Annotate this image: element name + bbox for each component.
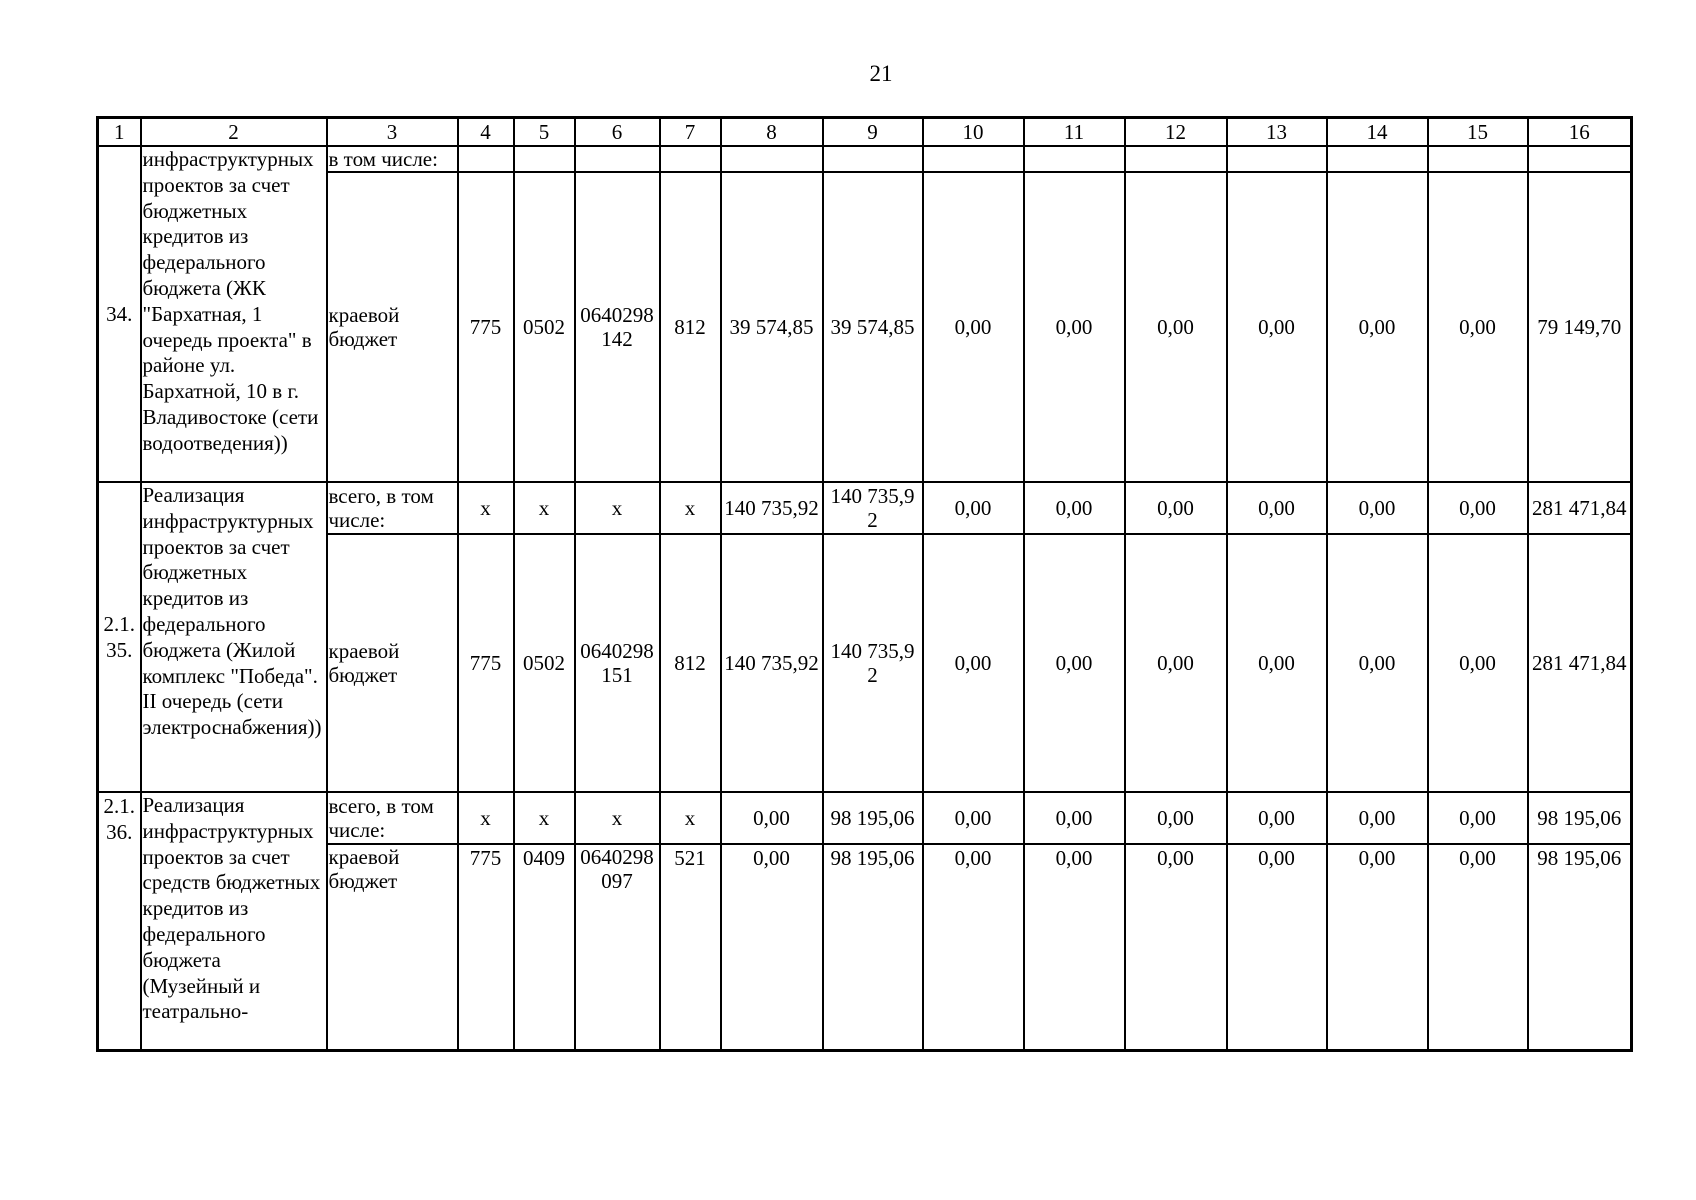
table-row (98, 792, 1632, 844)
table-cell: 79 149,70 (1528, 172, 1632, 482)
table-cell (823, 146, 923, 172)
table-row (98, 482, 1632, 534)
column-header: 8 (721, 118, 823, 147)
table-cell: 0,00 (1227, 172, 1327, 482)
column-header: 3 (327, 118, 458, 147)
column-header: 10 (923, 118, 1024, 147)
table-cell (1024, 146, 1125, 172)
table-cell: 140 735,92 (823, 482, 923, 534)
table-cell: 0,00 (1428, 534, 1528, 792)
table-row (98, 146, 1632, 172)
table-cell: 0,00 (1024, 172, 1125, 482)
table-cell: 0,00 (923, 792, 1024, 844)
table-cell (1125, 146, 1227, 172)
column-header: 14 (1327, 118, 1428, 147)
table-cell: x (458, 792, 514, 844)
column-header: 1 (98, 118, 141, 147)
table-cell: 812 (660, 172, 721, 482)
table-cell: 0,00 (1227, 482, 1327, 534)
table-cell: 0,00 (1327, 844, 1428, 1050)
table-cell: x (575, 792, 660, 844)
column-header: 15 (1428, 118, 1528, 147)
table-cell: 0,00 (1024, 792, 1125, 844)
table-cell: 0,00 (923, 172, 1024, 482)
table-cell: 0,00 (721, 844, 823, 1050)
table-row (98, 172, 1632, 482)
table-cell: 281 471,84 (1528, 534, 1632, 792)
table-cell (575, 146, 660, 172)
column-header: 6 (575, 118, 660, 147)
table-cell: x (660, 482, 721, 534)
table-cell: 98 195,06 (823, 844, 923, 1050)
table-cell: x (514, 792, 575, 844)
table-cell: 0,00 (1125, 792, 1227, 844)
table-cell: 140 735,92 (721, 482, 823, 534)
table-cell: 0,00 (721, 792, 823, 844)
table-cell: 0,00 (1227, 844, 1327, 1050)
column-header: 16 (1528, 118, 1632, 147)
table-cell: 140 735,92 (721, 534, 823, 792)
table-cell: 0,00 (1125, 534, 1227, 792)
table-cell: 775 (458, 534, 514, 792)
table-cell: 0,00 (1024, 482, 1125, 534)
table-cell: 0,00 (1125, 482, 1227, 534)
table-cell (1227, 146, 1327, 172)
table-cell: 0,00 (1327, 172, 1428, 482)
row-number: 2.1.35. (98, 482, 141, 792)
table-cell (1428, 146, 1528, 172)
column-header-row (98, 118, 1632, 147)
table-cell: 0409 (514, 844, 575, 1050)
column-header: 9 (823, 118, 923, 147)
budget-table (96, 116, 1633, 1052)
table-cell: x (660, 792, 721, 844)
table-cell (923, 146, 1024, 172)
table-row (98, 844, 1632, 1050)
table-cell: 98 195,06 (1528, 792, 1632, 844)
table-cell: 0,00 (1327, 534, 1428, 792)
funding-source: всего, в том числе: (327, 792, 458, 844)
table-cell: 0,00 (1428, 792, 1528, 844)
column-header: 11 (1024, 118, 1125, 147)
table-cell (1327, 146, 1428, 172)
table-cell: x (514, 482, 575, 534)
table-row (98, 534, 1632, 792)
table-cell: 0,00 (923, 534, 1024, 792)
page-number: 21 (869, 61, 893, 86)
table-cell: 521 (660, 844, 721, 1050)
column-header: 2 (141, 118, 327, 147)
column-header: 7 (660, 118, 721, 147)
table-cell (660, 146, 721, 172)
table-cell: 98 195,06 (1528, 844, 1632, 1050)
table-cell: 0,00 (1428, 172, 1528, 482)
column-header: 5 (514, 118, 575, 147)
table-cell: 0,00 (1327, 792, 1428, 844)
table-cell: 39 574,85 (823, 172, 923, 482)
column-header: 13 (1227, 118, 1327, 147)
column-header: 12 (1125, 118, 1227, 147)
funding-source: всего, в том числе: (327, 482, 458, 534)
table-cell: 140 735,92 (823, 534, 923, 792)
table-cell: 0,00 (1227, 792, 1327, 844)
table-cell: x (575, 482, 660, 534)
table-cell: 0,00 (1428, 482, 1528, 534)
table-cell: 0640298151 (575, 534, 660, 792)
table-cell: 0640298142 (575, 172, 660, 482)
table-cell: 0502 (514, 534, 575, 792)
funding-source: краевой бюджет (327, 172, 458, 482)
table-cell: 0640298097 (575, 844, 660, 1050)
table-cell (721, 146, 823, 172)
funding-source: краевой бюджет (327, 844, 458, 1050)
table-cell: 0,00 (1327, 482, 1428, 534)
table-cell (1528, 146, 1632, 172)
column-header: 4 (458, 118, 514, 147)
table-cell: 0,00 (1024, 534, 1125, 792)
table-cell: 0,00 (1227, 534, 1327, 792)
measure-name: инфраструктурных проектов за счет бюджетных кредитов из федерального бюджета (ЖК "Бархатная, 1 очередь проекта" в районе ул. Бархатной, 10 в г. Владивостоке (сети водоотведения)) (141, 146, 327, 482)
table-cell: 775 (458, 172, 514, 482)
table-cell: x (458, 482, 514, 534)
table-cell: 281 471,84 (1528, 482, 1632, 534)
measure-name: Реализация инфраструктурных проектов за счет средств бюджетных кредитов из федерального бюджета (Музейный и театрально- (141, 792, 327, 1050)
table-cell: 0,00 (923, 482, 1024, 534)
funding-source: краевой бюджет (327, 534, 458, 792)
table-cell: 39 574,85 (721, 172, 823, 482)
table-cell: 0502 (514, 172, 575, 482)
table-cell: 0,00 (1024, 844, 1125, 1050)
table-cell: 0,00 (1428, 844, 1528, 1050)
table-cell: 0,00 (923, 844, 1024, 1050)
table-cell: 98 195,06 (823, 792, 923, 844)
table-cell: 0,00 (1125, 844, 1227, 1050)
table-cell: 0,00 (1125, 172, 1227, 482)
row-number: 34. (98, 146, 141, 482)
measure-name: Реализация инфраструктурных проектов за счет бюджетных кредитов из федерального бюджета (Жилой комплекс "Победа". II очередь (сети электроснабжения)) (141, 482, 327, 792)
table-cell: 812 (660, 534, 721, 792)
table-cell: 775 (458, 844, 514, 1050)
table-cell (458, 146, 514, 172)
funding-source: в том числе: (327, 146, 458, 172)
table-cell (514, 146, 575, 172)
row-number: 2.1.36. (98, 792, 141, 1050)
